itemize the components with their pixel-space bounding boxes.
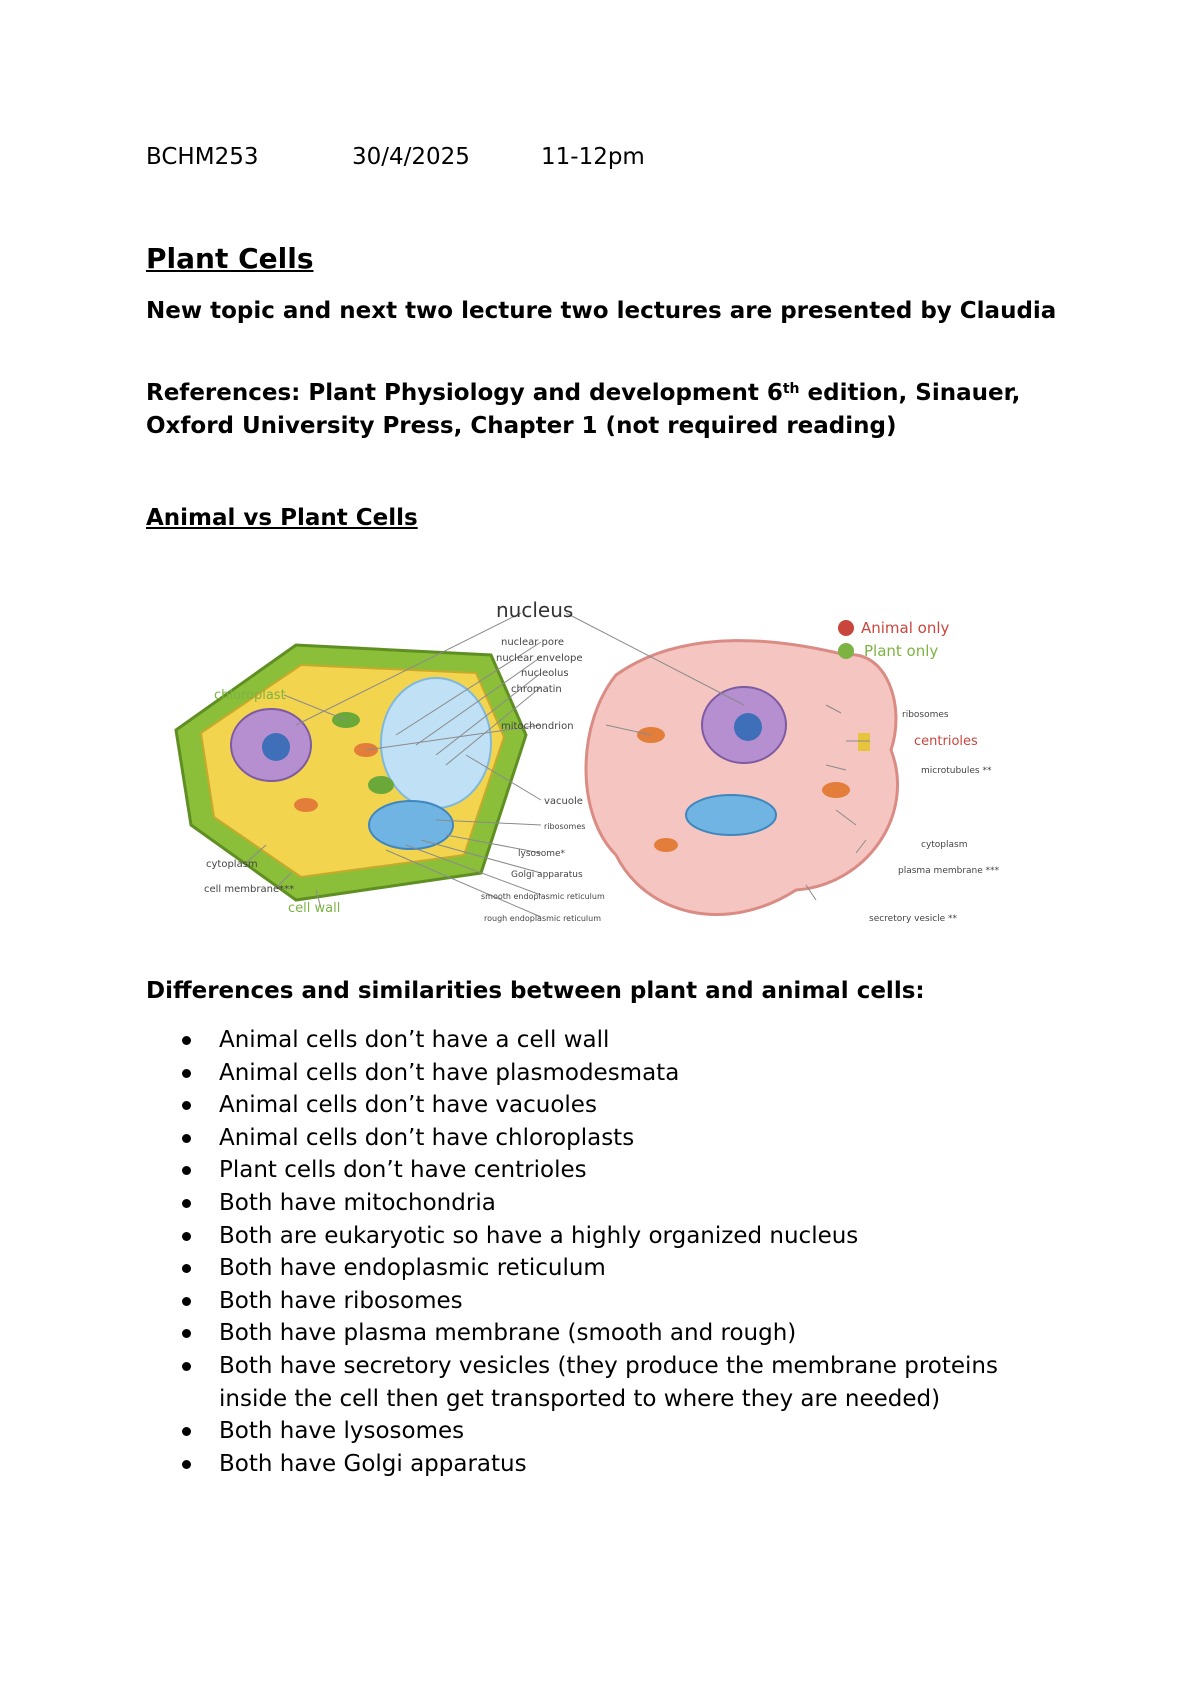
differences-list (146, 1024, 1066, 1480)
animal-mitochondrion-shape-2 (822, 782, 850, 798)
legend-animal-only: Animal only (861, 619, 950, 637)
label-nucleus: nucleus (496, 598, 574, 622)
label-plasma-membrane: plasma membrane *** (898, 866, 1000, 876)
bullet-icon (182, 1069, 191, 1078)
bullet-icon (182, 1264, 191, 1273)
list-item (146, 1057, 1066, 1090)
label-mitochondrion: mitochondrion (501, 721, 574, 732)
label-lysosome: lysosome* (518, 849, 566, 859)
list-item-text: Animal cells don’t have chloroplasts (219, 1124, 635, 1151)
references-suffix: edition, Sinauer, Oxford University Press, Chapter 1 (not required reading) (146, 380, 1021, 439)
bullet-icon (182, 1036, 191, 1045)
label-chromatin: chromatin (511, 684, 562, 695)
list-item (146, 1415, 1066, 1448)
label-cell-wall: cell wall (288, 901, 341, 916)
animal-nucleolus-shape (734, 713, 762, 741)
references-paragraph (146, 377, 1086, 443)
list-item-text: Both have Golgi apparatus (219, 1450, 527, 1477)
list-item-text: Plant cells don’t have centrioles (219, 1157, 587, 1184)
vacuole-shape (381, 678, 491, 808)
plant-mitochondrion-shape-2 (294, 798, 318, 812)
label-nucleolus: nucleolus (521, 668, 569, 679)
bullet-icon (182, 1101, 191, 1110)
bullet-icon (182, 1232, 191, 1241)
list-item-text: Both have endoplasmic reticulum (219, 1255, 606, 1282)
intro-paragraph: New topic and next two lecture two lectures are presented by Claudia (146, 298, 1057, 324)
references-superscript: th (782, 381, 800, 397)
list-item-text: Both have ribosomes (219, 1287, 463, 1314)
list-item (146, 1317, 1066, 1350)
label-nuclear-envelope: nuclear envelope (496, 653, 583, 664)
plant-er-shape (369, 801, 453, 849)
label-cell-membrane: cell membrane*** (204, 884, 295, 895)
bullet-icon (182, 1460, 191, 1469)
differences-heading: Differences and similarities between plant and animal cells: (146, 978, 925, 1004)
label-nuclear-pore: nuclear pore (501, 637, 565, 648)
list-item (146, 1285, 1066, 1318)
bullet-icon (182, 1329, 191, 1338)
list-item-text: Both have secretory vesicles (they produce the membrane proteins inside the cell then get transported to where they are needed) (219, 1352, 998, 1412)
list-item (146, 1089, 1066, 1122)
label-cytoplasm-right: cytoplasm (921, 840, 968, 850)
list-item (146, 1350, 1066, 1415)
plant-nucleolus-shape (262, 733, 290, 761)
list-item-text: Animal cells don’t have vacuoles (219, 1092, 597, 1119)
plant-only-icon (838, 643, 854, 659)
list-item (146, 1448, 1066, 1481)
label-smooth-er: smooth endoplasmic reticulum (481, 892, 605, 901)
list-item-text: Animal cells don’t have a cell wall (219, 1027, 610, 1053)
label-chloroplast: chloroplast (214, 688, 286, 703)
bullet-icon (182, 1297, 191, 1306)
bullet-icon (182, 1166, 191, 1175)
legend-plant-only: Plant only (864, 642, 939, 660)
list-item-text: Both have mitochondria (219, 1189, 496, 1216)
bullet-icon (182, 1199, 191, 1208)
animal-only-icon (838, 620, 854, 636)
section-heading: Animal vs Plant Cells (146, 505, 418, 531)
label-microtubules: microtubules ** (921, 766, 992, 776)
label-rough-er: rough endoplasmic reticulum (484, 914, 602, 923)
list-item (146, 1154, 1066, 1187)
label-cytoplasm-left: cytoplasm (206, 859, 258, 870)
bullet-icon (182, 1362, 191, 1371)
list-item-text: Both have plasma membrane (smooth and rough) (219, 1320, 797, 1347)
label-golgi: Golgi apparatus (511, 870, 583, 880)
chloroplast-shape-2 (368, 776, 394, 794)
list-item (146, 1122, 1066, 1155)
list-item (146, 1187, 1066, 1220)
lecture-date: 30/4/2025 (352, 144, 470, 170)
bullet-icon (182, 1134, 191, 1143)
list-item (146, 1220, 1066, 1253)
list-item-text: Animal cells don’t have plasmodesmata (219, 1059, 680, 1086)
label-vacuole: vacuole (544, 796, 583, 807)
label-ribosomes-right: ribosomes (902, 710, 949, 720)
animal-er-shape (686, 795, 776, 835)
bullet-icon (182, 1427, 191, 1436)
centriole-shape (858, 733, 870, 751)
list-item-text: Both have lysosomes (219, 1418, 465, 1445)
list-item (146, 1024, 1066, 1057)
course-code: BCHM253 (146, 144, 259, 170)
page-title: Plant Cells (146, 242, 314, 275)
list-item-text: Both are eukaryotic so have a highly organized nucleus (219, 1222, 859, 1249)
label-secretory-vesicle: secretory vesicle ** (869, 914, 958, 924)
lecture-time: 11-12pm (541, 144, 645, 170)
cell-diagram (146, 555, 1060, 953)
list-item (146, 1252, 1066, 1285)
label-centrioles: centrioles (914, 734, 978, 749)
references-prefix: References: Plant Physiology and development 6 (146, 380, 783, 406)
animal-mitochondrion-shape-3 (654, 838, 678, 852)
label-ribosomes-center: ribosomes (544, 822, 586, 831)
